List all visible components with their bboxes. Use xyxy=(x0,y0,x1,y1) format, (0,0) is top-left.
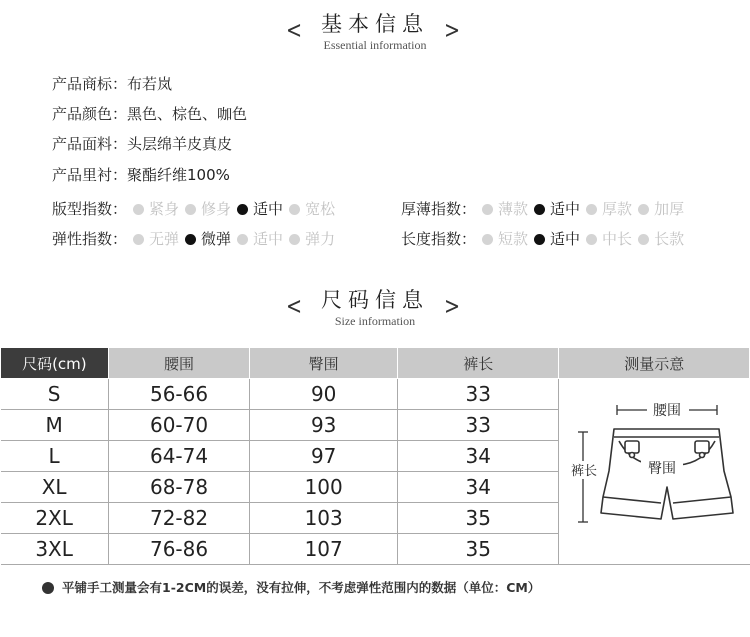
info-row-brand xyxy=(52,74,172,94)
index-option-label: 适中 xyxy=(550,200,581,218)
info-value: 布若岚 xyxy=(127,75,173,93)
cell-length: 35 xyxy=(397,503,559,534)
dot-icon xyxy=(482,204,493,215)
diagram-waist-label: 腰围 xyxy=(653,403,682,419)
index-option-label: 紧身 xyxy=(149,200,180,218)
cell-hip: 93 xyxy=(250,410,398,441)
chevron-right-icon: > xyxy=(444,292,461,320)
info-row-color xyxy=(52,104,247,124)
dot-icon xyxy=(185,204,196,215)
cell-length: 35 xyxy=(397,534,559,565)
index-option-label: 无弹 xyxy=(149,230,180,248)
measurement-diagram-cell xyxy=(559,379,750,565)
index-label: 弹性指数： xyxy=(52,230,128,248)
index-option-label: 短款 xyxy=(498,230,529,248)
selected-dot-icon xyxy=(237,204,248,215)
chevron-left-icon: < xyxy=(286,16,303,44)
measurement-note-text: 平铺手工测量会有1-2CM的误差，没有拉伸，不考虑弹性范围内的数据（单位：CM） xyxy=(62,580,541,595)
size-table xyxy=(0,347,750,565)
dot-icon xyxy=(638,204,649,215)
size-info-subtitle: Size information xyxy=(334,314,416,328)
info-row-lining xyxy=(52,165,230,185)
index-option xyxy=(586,230,632,248)
info-label: 产品面料： xyxy=(52,135,128,153)
size-info-header xyxy=(0,288,750,328)
index-option xyxy=(534,200,580,218)
cell-length: 34 xyxy=(397,472,559,503)
selected-dot-icon xyxy=(185,234,196,245)
basic-info-subtitle: Essential information xyxy=(323,38,427,52)
index-option-label: 微弹 xyxy=(201,230,232,248)
index-option-label: 厚款 xyxy=(602,200,633,218)
index-option xyxy=(133,230,179,248)
cell-size: M xyxy=(1,410,109,441)
index-option xyxy=(289,230,335,248)
index-option-label: 适中 xyxy=(253,200,284,218)
index-label: 厚薄指数： xyxy=(401,200,477,218)
cell-length: 34 xyxy=(397,441,559,472)
header-waist: 腰围 xyxy=(108,348,250,379)
info-row-fabric xyxy=(52,134,232,154)
info-value: 头层绵羊皮真皮 xyxy=(127,135,233,153)
index-option xyxy=(638,230,684,248)
dot-icon xyxy=(289,234,300,245)
header-size: 尺码(cm) xyxy=(1,348,109,379)
index-option xyxy=(237,200,283,218)
chevron-left-icon: < xyxy=(286,292,303,320)
cell-waist: 60-70 xyxy=(108,410,250,441)
index-option xyxy=(237,230,283,248)
cell-waist: 72-82 xyxy=(108,503,250,534)
cell-length: 33 xyxy=(397,410,559,441)
cell-waist: 64-74 xyxy=(108,441,250,472)
cell-waist: 68-78 xyxy=(108,472,250,503)
diagram-hip-label: 臀围 xyxy=(648,461,677,477)
dot-icon xyxy=(133,204,144,215)
index-option-label: 长款 xyxy=(654,230,685,248)
diagram-length-label: 裤长 xyxy=(571,464,598,479)
index-option-label: 加厚 xyxy=(654,200,685,218)
dot-icon xyxy=(638,234,649,245)
index-option-label: 薄款 xyxy=(498,200,529,218)
index-option-label: 修身 xyxy=(201,200,232,218)
table-header-row xyxy=(1,348,750,379)
cell-length: 33 xyxy=(397,379,559,410)
cell-size: L xyxy=(1,441,109,472)
thickness-index xyxy=(401,199,684,219)
index-option-label: 中长 xyxy=(602,230,633,248)
index-option-label: 宽松 xyxy=(305,200,336,218)
dot-icon xyxy=(289,204,300,215)
cell-waist: 56-66 xyxy=(108,379,250,410)
bullet-icon xyxy=(42,582,54,594)
fit-index xyxy=(52,199,335,219)
info-label: 产品里衬： xyxy=(52,166,128,184)
basic-info-header xyxy=(0,12,750,52)
index-option xyxy=(638,200,684,218)
basic-info-title: 基本信息 xyxy=(321,12,429,36)
cell-hip: 97 xyxy=(250,441,398,472)
selected-dot-icon xyxy=(534,234,545,245)
header-length: 裤长 xyxy=(397,348,559,379)
index-option xyxy=(185,200,231,218)
header-diagram: 测量示意 xyxy=(559,348,750,379)
selected-dot-icon xyxy=(534,204,545,215)
cell-hip: 90 xyxy=(250,379,398,410)
measurement-note xyxy=(42,579,540,597)
index-label: 版型指数： xyxy=(52,200,128,218)
index-label: 长度指数： xyxy=(401,230,477,248)
cell-size: S xyxy=(1,379,109,410)
dot-icon xyxy=(586,204,597,215)
header-hip: 臀围 xyxy=(250,348,398,379)
dot-icon xyxy=(133,234,144,245)
dot-icon xyxy=(482,234,493,245)
info-value: 聚酯纤维100% xyxy=(127,166,230,184)
dot-icon xyxy=(237,234,248,245)
index-option xyxy=(185,230,231,248)
index-option xyxy=(133,200,179,218)
cell-size: 3XL xyxy=(1,534,109,565)
shorts-diagram xyxy=(559,379,749,559)
cell-hip: 103 xyxy=(250,503,398,534)
index-option xyxy=(586,200,632,218)
index-option-label: 适中 xyxy=(253,230,284,248)
info-label: 产品商标： xyxy=(52,75,128,93)
index-option xyxy=(482,200,528,218)
index-option xyxy=(534,230,580,248)
info-value: 黑色、棕色、咖色 xyxy=(127,105,248,123)
cell-hip: 107 xyxy=(250,534,398,565)
index-option xyxy=(482,230,528,248)
cell-hip: 100 xyxy=(250,472,398,503)
info-label: 产品颜色： xyxy=(52,105,128,123)
table-row xyxy=(1,379,750,410)
chevron-right-icon: > xyxy=(444,16,461,44)
cell-waist: 76-86 xyxy=(108,534,250,565)
cell-size: 2XL xyxy=(1,503,109,534)
index-option xyxy=(289,200,335,218)
cell-size: XL xyxy=(1,472,109,503)
index-option-label: 适中 xyxy=(550,230,581,248)
elasticity-index xyxy=(52,229,335,249)
dot-icon xyxy=(586,234,597,245)
length-index xyxy=(401,229,684,249)
index-option-label: 弹力 xyxy=(305,230,336,248)
size-info-title: 尺码信息 xyxy=(321,288,429,312)
